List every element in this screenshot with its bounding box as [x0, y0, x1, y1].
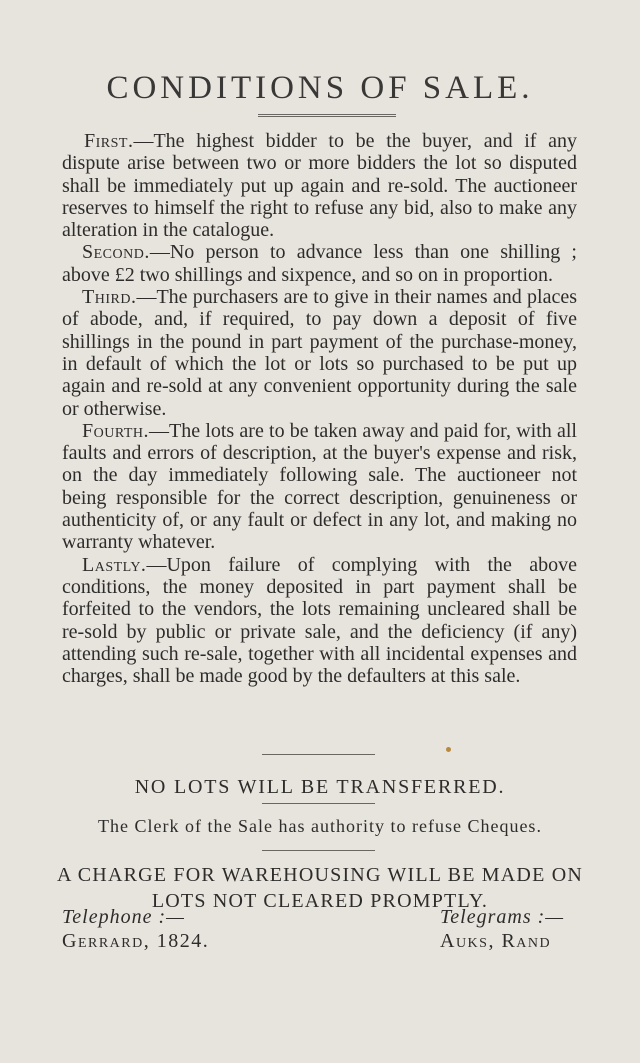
- no-transfer-notice: NO LOTS WILL BE TRANSFERRED.: [134, 776, 506, 798]
- condition-lastly: [62, 554, 577, 688]
- telegrams-label: Telegrams :—: [440, 906, 565, 928]
- condition-body: —The purchasers are to give in their names and places of abode, and, if required, to pay down a deposit of five shillings in the pound in part payment of the purchase-money, in default of which the lot or lots so purchased to be put up again and re-sold at any convenient opportunity during the sale or otherwise.: [62, 286, 577, 420]
- telephone-block: [62, 905, 209, 953]
- condition-lead: First.: [84, 130, 134, 152]
- section-divider: [262, 754, 375, 755]
- condition-first: [62, 130, 577, 241]
- ink-speck: [446, 747, 451, 752]
- condition-body: —No person to advance less than one shilling ; above £2 two shillings and sixpence, and so on in proportion.: [62, 241, 577, 286]
- page-title: CONDITIONS OF SALE.: [106, 70, 534, 106]
- condition-fourth: [62, 420, 577, 554]
- cheques-notice: The Clerk of the Sale has authority to refuse Cheques.: [98, 816, 542, 836]
- title-divider: [258, 114, 396, 117]
- section-divider: [262, 850, 375, 851]
- condition-lead: Fourth.: [82, 419, 150, 442]
- condition-body: —The highest bidder to be the buyer, and if any dispute arise between two or more bidders the lot so disputed shall be immediately put up again and re-sold. The auctioneer reserves to himself the right to refuse any bid, also to make any alteration in the catalogue.: [62, 130, 577, 242]
- condition-body: —The lots are to be taken away and paid for, with all faults and errors of description, at the buyer's expense and risk, on the day immediately following sale. The auctioneer not being responsible for the correct description, genuineness or authenticity of, or any fault or defect in any lot, and making no warranty whatever.: [62, 419, 577, 554]
- conditions-text: [62, 130, 577, 687]
- telegrams-address: Auks, Rand: [440, 930, 552, 952]
- condition-body: —Upon failure of complying with the above conditions, the money deposited in part payment shall be forfeited to the vendors, the lots remaining uncleared shall be re-sold by public or private sale, and the deficiency (if any) attending such re-sale, together with all incidental expenses and charges, shall be made good by the defaulters at this sale.: [62, 553, 577, 688]
- condition-lead: Second.: [82, 241, 150, 264]
- telegrams-block: [440, 905, 564, 953]
- warehousing-line-2: LOTS NOT CLEARED PROMPTLY.: [151, 890, 489, 912]
- section-divider: [262, 803, 375, 804]
- condition-third: [62, 286, 577, 420]
- telephone-label: Telephone :—: [62, 906, 185, 928]
- warehousing-line-1: A CHARGE FOR WAREHOUSING WILL BE MADE ON: [57, 864, 583, 886]
- condition-second: [62, 241, 577, 286]
- condition-lead: Lastly.: [82, 553, 147, 576]
- telephone-number: Gerrard, 1824.: [62, 930, 210, 952]
- condition-lead: Third.: [82, 286, 137, 309]
